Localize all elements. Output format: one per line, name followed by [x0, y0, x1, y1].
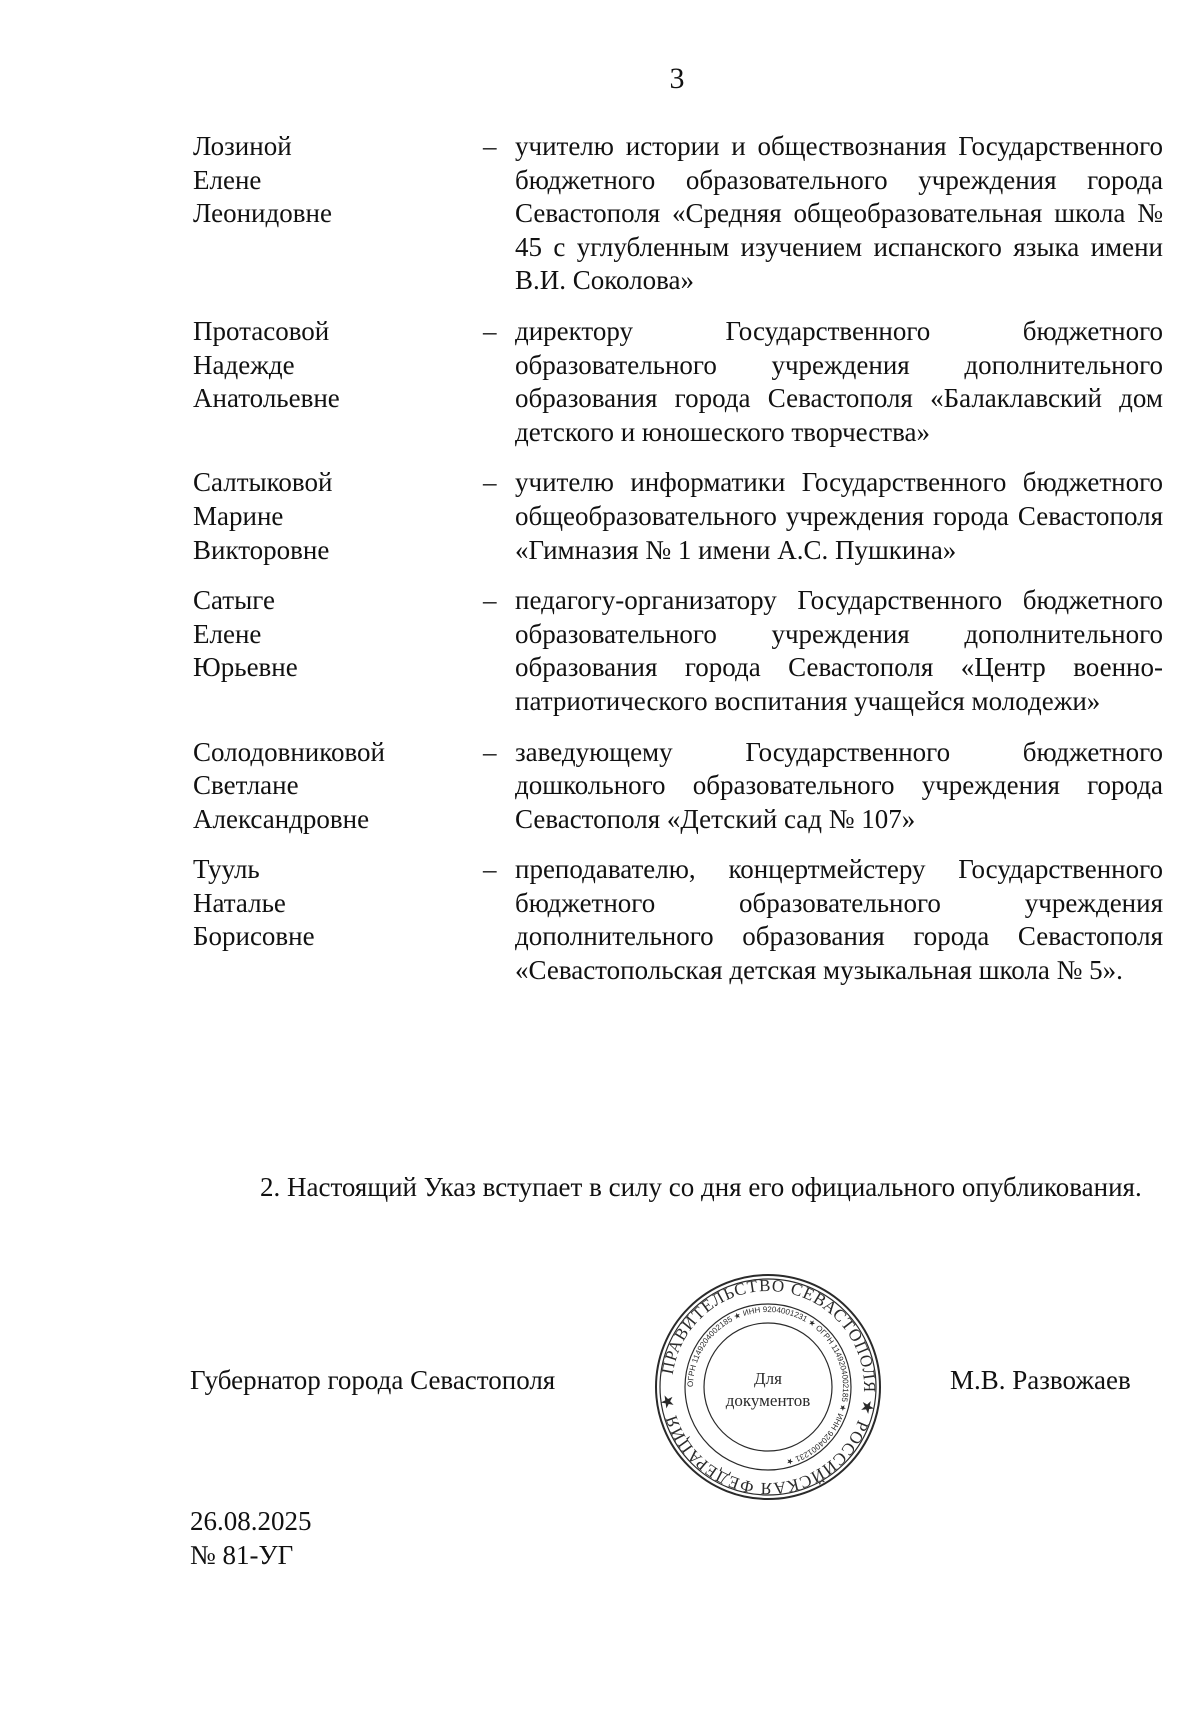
- appointee-position: учителю информатики Государственного бюджетного общеобразовательного учреждения города Севастополя «Гимназия № 1 имени А.С. Пушкина»: [515, 467, 1163, 565]
- appointee-name-part: Лозиной: [193, 131, 292, 161]
- appointee-entry: [193, 315, 1163, 449]
- appointee-name-part: Леонидовне: [193, 198, 332, 229]
- appointee-name-part: Юрьевне: [193, 652, 298, 683]
- appointee-name-part: Елене: [193, 164, 262, 195]
- appointee-list: [193, 130, 1163, 1005]
- appointee-position: учителю истории и обществознания Государственного бюджетного образовательного учреждения города Севастополя «Средняя общеобразовательная школа № 45 с углубленным изучением испанского языка имени В.И. Соколова»: [515, 131, 1163, 296]
- entry-dash: –: [483, 315, 497, 346]
- document-number: № 81-УГ: [190, 1540, 294, 1570]
- appointee-entry: [193, 853, 1163, 987]
- signature-name: М.В. Развожаев: [950, 1365, 1131, 1395]
- official-seal: [653, 1272, 883, 1502]
- appointee-name: [193, 466, 483, 567]
- appointee-name-part: Борисовне: [193, 921, 315, 952]
- page-number: 3: [669, 62, 685, 95]
- seal-outer-textpath: ПРАВИТЕЛЬСТВО СЕВАСТОПОЛЯ ★ РОССИЙСКАЯ ФЕДЕРАЦИЯ ★: [656, 1275, 880, 1499]
- appointee-name-part: Тууль: [193, 854, 260, 885]
- appointee-name: [193, 736, 483, 837]
- appointee-entry: [193, 584, 1163, 718]
- appointee-name-part: Марине: [193, 500, 284, 531]
- appointee-entry: [193, 466, 1163, 567]
- appointee-name-part: Протасовой: [193, 315, 330, 346]
- appointee-name-part: Александровне: [193, 803, 370, 834]
- appointee-name: [193, 130, 483, 298]
- seal-center-line-2: документов: [725, 1391, 811, 1410]
- entry-dash: –: [483, 585, 497, 616]
- appointee-name-part: Анатольевне: [193, 383, 340, 414]
- entry-dash: –: [483, 131, 497, 161]
- appointee-name-part: Сатыге: [193, 585, 275, 616]
- appointee-name-part: Надежде: [193, 349, 295, 380]
- appointee-name-part: Салтыковой: [193, 467, 333, 498]
- appointee-entry: [193, 736, 1163, 837]
- appointee-position: заведующему Государственного бюджетного дошкольного образовательного учреждения города Севастополя «Детский сад № 107»: [515, 736, 1163, 834]
- appointee-name: [193, 584, 483, 718]
- document-date: 26.08.2025: [190, 1506, 312, 1536]
- signature-title: Губернатор города Севастополя: [190, 1365, 556, 1395]
- appointee-entry: [193, 130, 1163, 298]
- appointee-position: директору Государственного бюджетного образовательного учреждения дополнительного образования города Севастополя «Балаклавский дом детского и юношеского творчества»: [515, 315, 1163, 447]
- appointee-name-part: Солодовниковой: [193, 736, 385, 767]
- appointee-name: [193, 315, 483, 449]
- seal-center-line-1: Для: [754, 1369, 782, 1388]
- appointee-name-part: Наталье: [193, 887, 286, 918]
- appointee-name-part: Викторовне: [193, 534, 330, 565]
- entry-dash: –: [483, 854, 497, 885]
- appointee-position: педагогу-организатору Государственного бюджетного образовательного учреждения дополнительного образования города Севастополя «Центр военно-патриотического воспитания учащейся молодежи»: [515, 585, 1163, 716]
- clause-2: 2. Настоящий Указ вступает в силу со дня его официального опубликования.: [260, 1172, 1142, 1202]
- appointee-name-part: Елене: [193, 618, 262, 649]
- document-date-block: [190, 1504, 312, 1572]
- entry-dash: –: [483, 467, 497, 498]
- appointee-position: преподавателю, концертмейстеру Государственного бюджетного образовательного учреждения дополнительного образования города Севастополя «Севастопольская детская музыкальная школа № 5».: [515, 854, 1163, 986]
- entry-dash: –: [483, 736, 497, 767]
- appointee-name-part: Светлане: [193, 770, 299, 801]
- appointee-name: [193, 853, 483, 987]
- seal-inner-textpath: ОГРН 1149204002185 ★ ИНН 9204001231 ★ ОГРН 1149204002185 ★ ИНН 9204001231 ★: [685, 1304, 851, 1467]
